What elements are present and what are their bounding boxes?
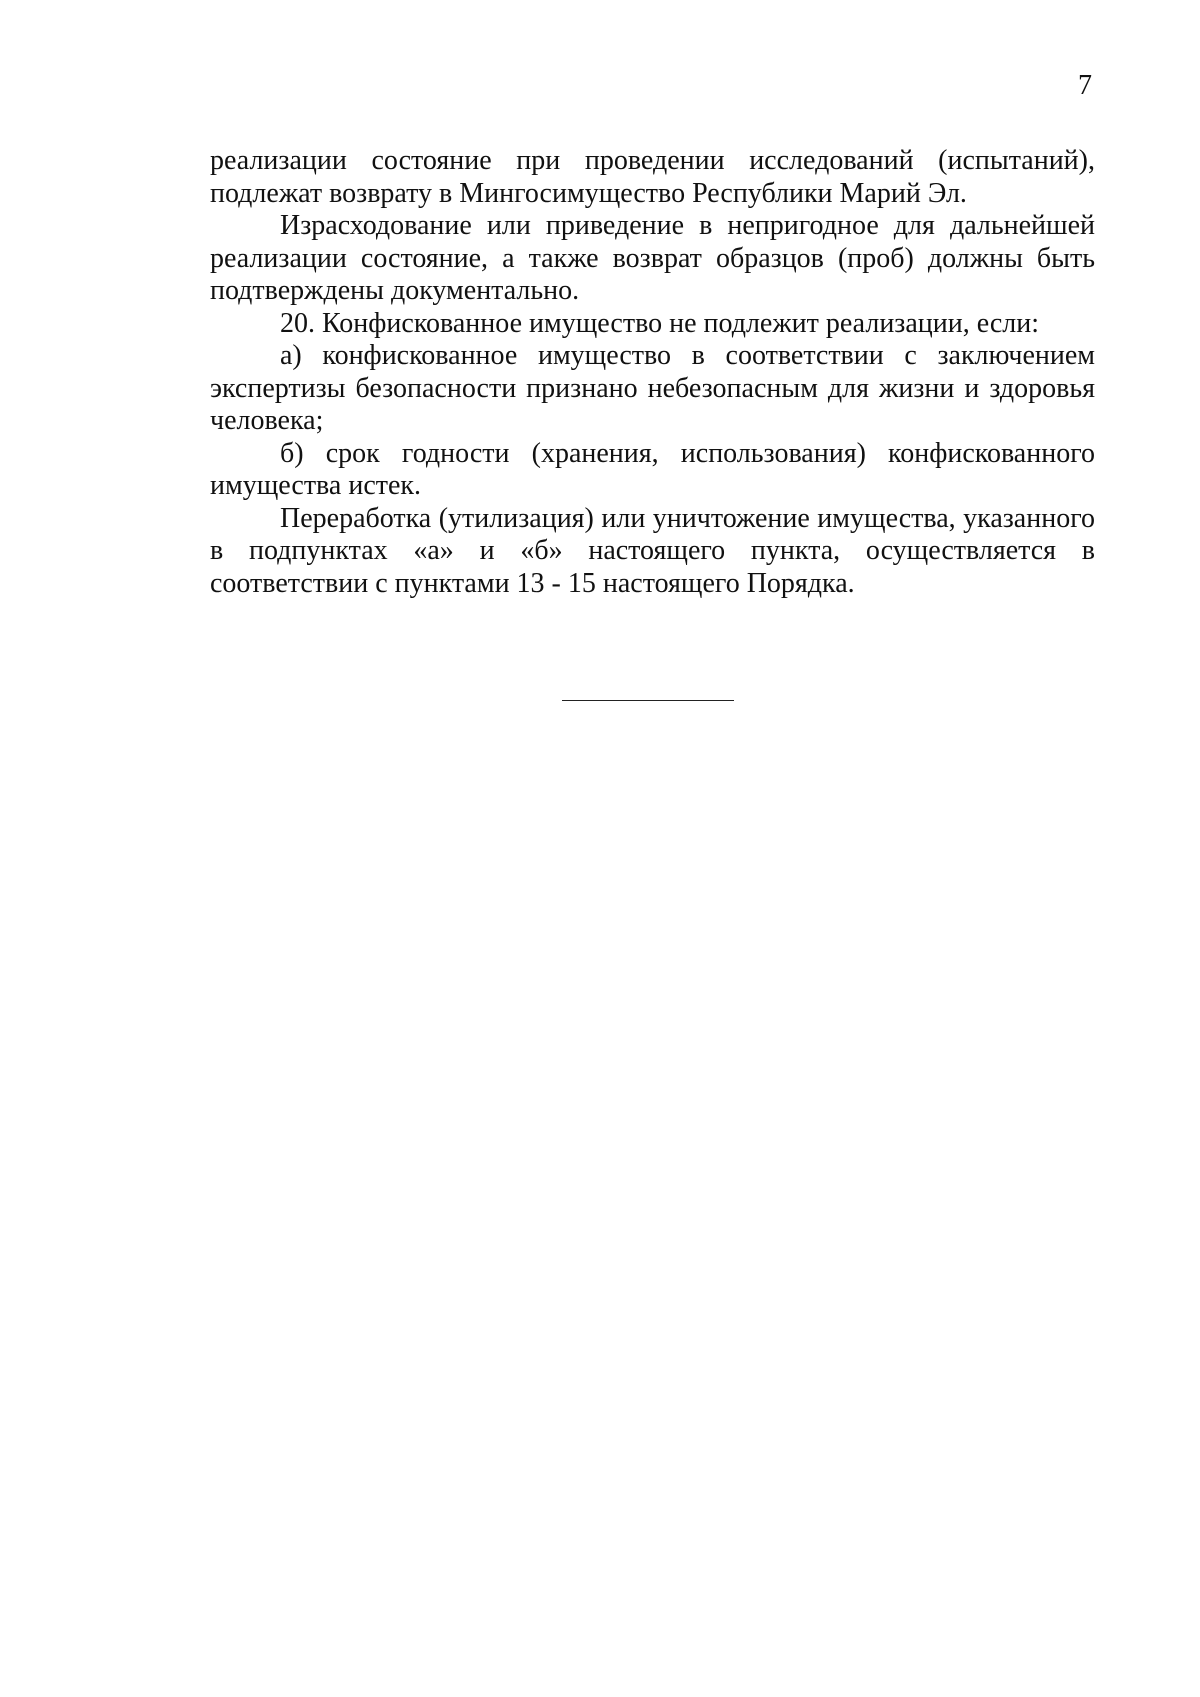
end-of-document-rule (562, 700, 734, 701)
paragraph-processing: Переработка (утилизация) или уничтожение имущества, указанного в подпунктах «а» и «б» настоящего пункта, осуществляется в соответствии с пунктами 13 - 15 настоящего Порядка. (210, 502, 1095, 599)
paragraph-item-20: 20. Конфискованное имущество не подлежит реализации, если: (280, 307, 1040, 339)
paragraph-subitem-a: а) конфискованное имущество в соответствии с заключением экспертизы безопасности признано небезопасным для жизни и здоровья человека; (210, 340, 1095, 436)
page-number: 7 (1078, 70, 1092, 101)
paragraph-subitem-b: б) срок годности (хранения, использования) конфискованного имущества истек. (210, 437, 1095, 501)
paragraph-continuation: реализации состояние при проведении исследований (испытаний), подлежат возврату в Мингосимущество Республики Марий Эл. (210, 145, 1095, 209)
paragraph-expenditure: Израсходование или приведение в непригодное для дальнейшей реализации состояние, а также возврат образцов (проб) должны быть подтверждены документально. (210, 210, 1095, 306)
document-body (210, 145, 1095, 600)
